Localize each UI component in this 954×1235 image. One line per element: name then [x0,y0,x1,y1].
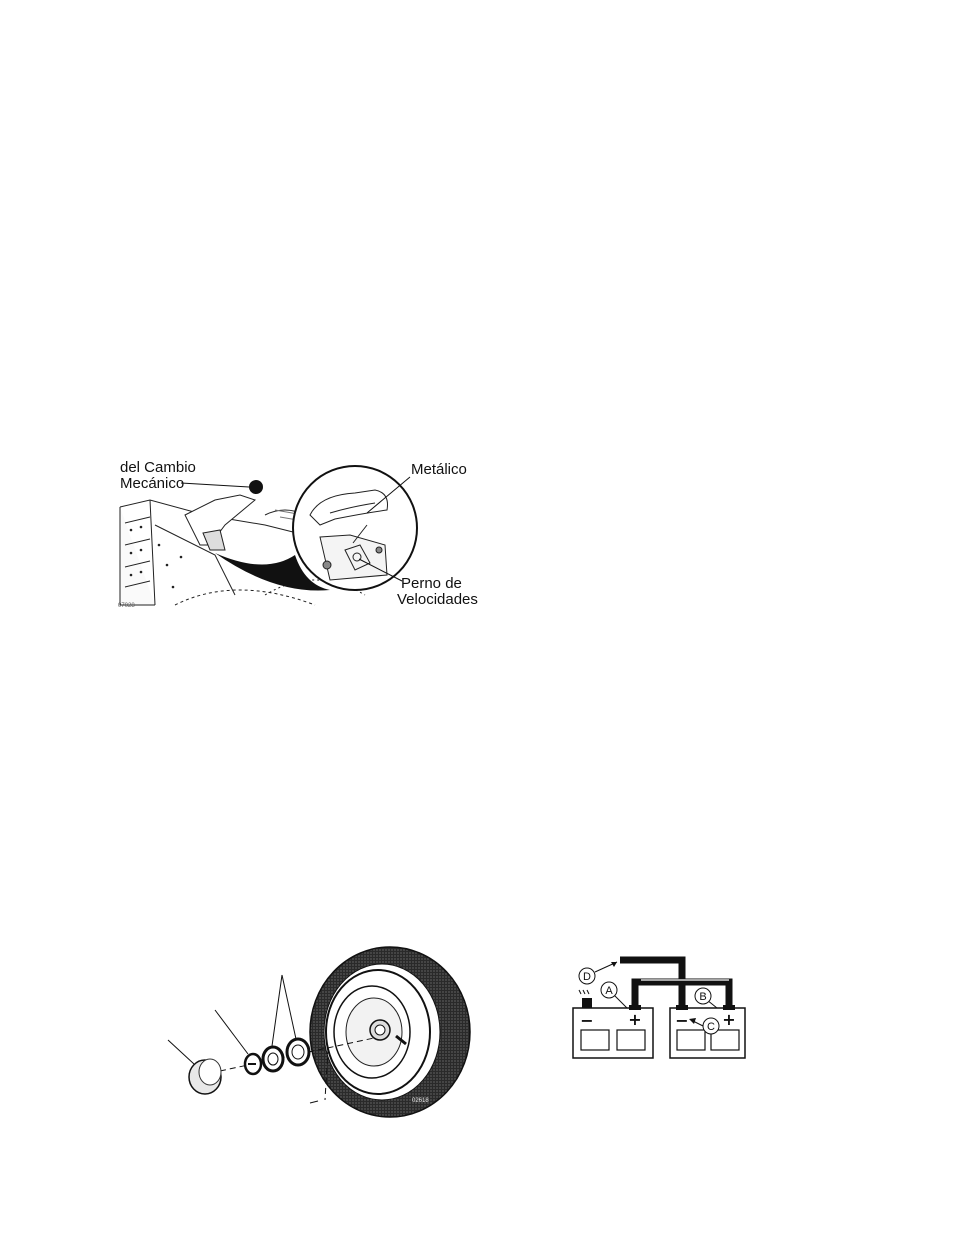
callout-d: D [583,971,591,983]
part-code: 02618 [412,1098,429,1104]
wheel-illustration [160,940,480,1115]
terminal-negative-right: − [675,1011,689,1030]
battery-diagram [565,950,755,1065]
callout-b: B [699,991,707,1003]
shift-lever-figure [115,455,478,615]
callout-dot [249,480,263,494]
part-code: 07028 [118,603,135,609]
terminal-negative-left: − [580,1011,594,1030]
terminal-positive-right: + [722,1010,736,1029]
pin-label-line1: Perno de [401,575,462,592]
lever-label-line2: Mecánico [120,475,185,492]
callout-a: A [605,985,613,997]
metal-label: Metálico [411,461,467,478]
pin-label-line2: Velocidades [397,591,478,608]
callout-c: C [707,1021,715,1033]
battery-jump-figure [565,950,755,1065]
wheel-exploded-figure [160,940,480,1115]
terminal-positive-left: + [628,1010,642,1029]
lever-label-line1: del Cambio [120,459,196,476]
